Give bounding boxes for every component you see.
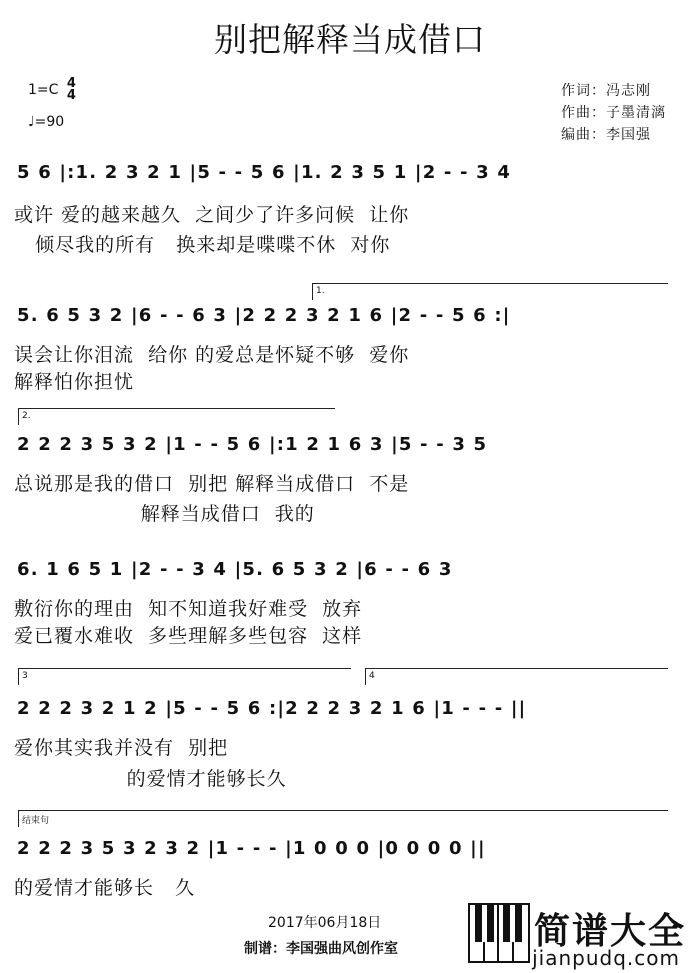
lyric-line-5b: 的爱情才能够长久 [14,768,287,790]
notation-line-3: 2 2 2 3 5 3 2 |1 - - 5 6 |:1 2 1 6 3 |5 - - 3 5 [17,434,488,455]
composer: 作曲：子墨清漓 [561,105,666,121]
notation-line-6: 2 2 2 3 5 3 2 3 2 |1 - - - |1 0 0 0 |0 0 0 0 || [17,838,486,859]
notation-line-4: 6. 1 6 5 1 |2 - - 3 4 |5. 6 5 3 2 |6 - - 6 3 [17,559,453,580]
tempo: ♩=90 [28,114,65,130]
watermark-brand: 简谱大全 [533,911,686,952]
notation-line-2: 5. 6 5 3 2 |6 - - 6 3 |2 2 2 3 2 1 6 |2 - - 5 6 :| [17,305,511,326]
volta-4: 4 [365,668,668,685]
arranger: 编曲：李国强 [561,127,651,143]
watermark-site: jianpudq.com [532,946,680,970]
volta-1: 1. [312,283,668,300]
lyric-line-2a: 误会让你泪流 给你 的爱总是怀疑不够 爱你 [14,344,410,366]
lyricist: 作词：冯志刚 [561,83,651,99]
lyric-line-3a: 总说那是我的借口 别把 解释当成借口 不是 [14,473,410,495]
coda-bracket: 结束句 [18,810,668,827]
piano-logo-icon [468,903,530,963]
lyric-line-5a: 爱你其实我并没有 别把 [14,737,229,759]
lyric-line-6a: 的爱情才能够长 久 [14,877,196,899]
lyric-line-1b: 倾尽我的所有 换来却是喋喋不休 对你 [14,234,391,256]
key-signature [28,78,76,102]
volta-3: 3 [18,668,351,685]
page-title: 别把解释当成借口 [214,20,486,59]
notation-line-1: 5 6 |:1. 2 3 2 1 |5 - - 5 6 |1. 2 3 5 1 |2 - - 3 4 [17,162,512,183]
credits [561,80,666,146]
key-label: 1=C [28,82,59,98]
time-signature-bottom: 4 [66,88,76,103]
lyric-line-4a: 敷衍你的理由 知不知道我好难受 放弃 [14,598,363,620]
notation-line-5: 2 2 2 3 2 1 2 |5 - - 5 6 :|2 2 2 3 2 1 6 |1 - - - || [17,698,527,719]
lyric-line-1a: 或许 爱的越来越久 之间少了许多问候 让你 [14,204,410,226]
time-signature-top: 4 [66,76,76,91]
footer-date: 2017年06月18日 [268,915,382,931]
footer-maker: 制谱：李国强曲风创作室 [244,941,398,957]
lyric-line-3b: 解释当成借口 我的 [14,503,315,525]
lyric-line-2b: 解释怕你担忧 [14,371,135,393]
lyric-line-4b: 爱已覆水难收 多些理解多些包容 这样 [14,625,363,647]
volta-2: 2. [18,408,335,425]
time-signature [67,78,76,102]
